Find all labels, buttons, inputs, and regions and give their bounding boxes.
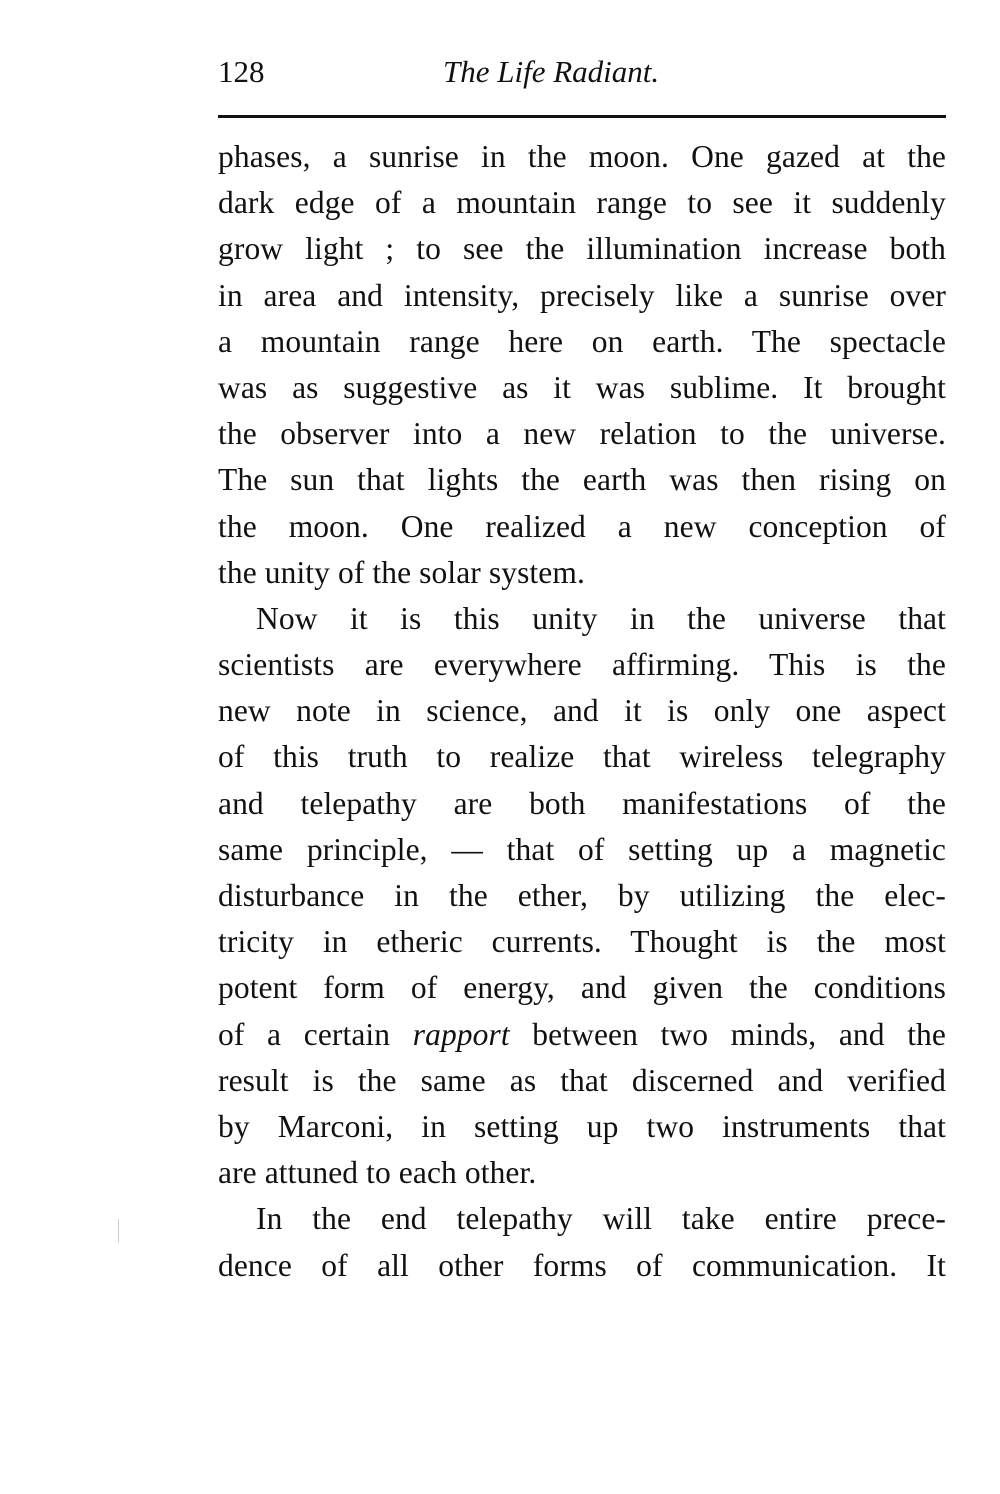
- text-run: between two minds, and the: [509, 1016, 946, 1052]
- italic-word: rapport: [412, 1016, 510, 1052]
- text-line: same principle, — that of setting up a magnetic: [218, 831, 946, 867]
- text-line: grow light ; to see the illumination increase both: [218, 231, 946, 267]
- text-line: in area and intensity, precisely like a sunrise over: [218, 277, 946, 313]
- text-line: result is the same as that discerned and verified: [218, 1062, 946, 1098]
- text-line: of this truth to realize that wireless telegraphy: [218, 739, 946, 775]
- text-line: dark edge of a mountain range to see it suddenly: [218, 185, 946, 221]
- text-line: the moon. One realized a new conception of: [218, 508, 946, 544]
- text-line: by Marconi, in setting up two instruments that: [218, 1108, 946, 1144]
- text-line: and telepathy are both manifestations of the: [218, 785, 946, 821]
- header-rule: [218, 115, 946, 118]
- text-line: tricity in etheric currents. Thought is the most: [218, 924, 946, 960]
- text-line: disturbance in the ether, by utilizing the elec-: [218, 878, 946, 913]
- paragraph-1: [218, 134, 946, 596]
- paragraph-3: [218, 1196, 946, 1288]
- text-line: was as suggestive as it was sublime. It brought: [218, 369, 946, 405]
- margin-mark: [118, 1219, 119, 1243]
- text-line: Now it is this unity in the universe that: [256, 600, 946, 636]
- running-title: The Life Radiant.: [443, 54, 660, 89]
- paragraph-2: [218, 596, 946, 1196]
- text-line: are attuned to each other.: [218, 1155, 537, 1191]
- text-line: scientists are everywhere affirming. This is the: [218, 647, 946, 683]
- text-line: the observer into a new relation to the universe.: [218, 416, 946, 452]
- text-line: In the end telepathy will take entire prece-: [256, 1201, 946, 1237]
- text-line-with-italic: [218, 1012, 946, 1058]
- text-line: phases, a sunrise in the moon. One gazed at the: [218, 139, 946, 174]
- text-line: the unity of the solar system.: [218, 554, 585, 590]
- text-line: The sun that lights the earth was then rising on: [218, 462, 946, 498]
- page-header: [218, 50, 946, 98]
- page-number: 128: [218, 54, 265, 89]
- text-line: dence of all other forms of communication. It: [218, 1247, 946, 1283]
- text-run: of a certain: [218, 1016, 413, 1052]
- text-line: new note in science, and it is only one aspect: [218, 693, 946, 729]
- body-text: [218, 134, 946, 1289]
- text-line: potent form of energy, and given the conditions: [218, 970, 946, 1006]
- text-line: a mountain range here on earth. The spectacle: [218, 323, 946, 359]
